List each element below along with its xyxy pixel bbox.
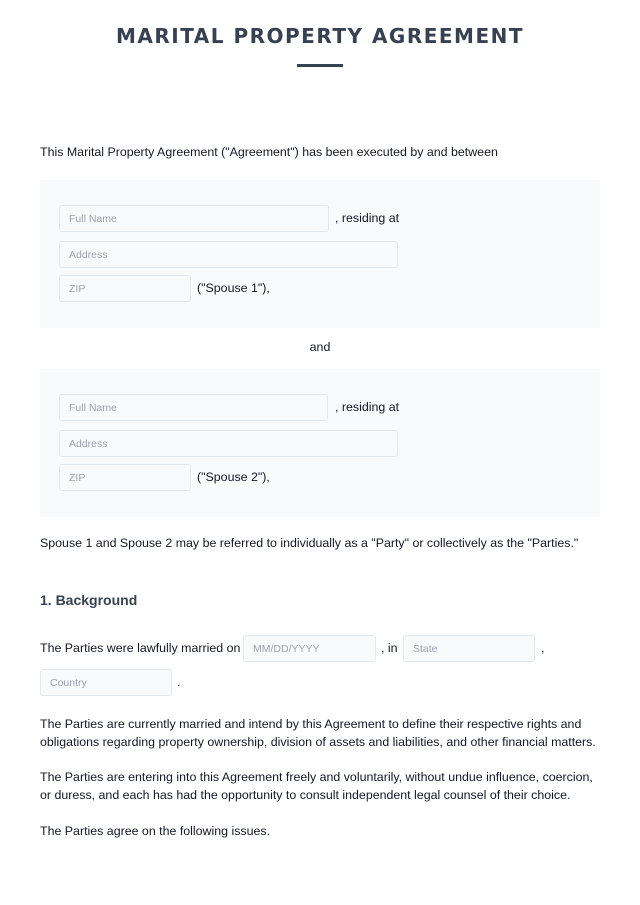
document-title: MARITAL PROPERTY AGREEMENT: [115, 24, 525, 48]
spouse1-full-name-input[interactable]: [59, 205, 329, 232]
spouse2-full-name-input[interactable]: [59, 394, 328, 421]
para1-line2: obligations regarding property ownership, division of assets and liabilities, and other financial matters.: [40, 735, 596, 749]
marriage-date-input[interactable]: [243, 635, 376, 662]
intro-text: This Marital Property Agreement ("Agreement") has been executed by and between: [40, 145, 498, 159]
period-text: .: [177, 675, 181, 689]
para3-text: The Parties agree on the following issues.: [40, 824, 271, 838]
marriage-state-input[interactable]: [403, 635, 535, 662]
spouse1-zip-input[interactable]: [59, 275, 191, 302]
background-heading: 1. Background: [40, 592, 138, 608]
para2-line2: or duress, and each has had the opportunity to consult independent legal counsel of their choice.: [40, 788, 571, 802]
spouse1-residing-text: , residing at: [335, 211, 400, 225]
marriage-country-input[interactable]: [40, 669, 172, 696]
spouse1-address-input[interactable]: [59, 241, 398, 268]
spouse2-address-input[interactable]: [59, 430, 398, 457]
spouse1-label: ("Spouse 1"),: [197, 281, 270, 295]
comma-text: ,: [541, 641, 545, 655]
title-divider: [297, 64, 343, 67]
married-text: The Parties were lawfully married on: [40, 641, 241, 655]
para1-line1: The Parties are currently married and intend by this Agreement to define their respective rights and: [40, 717, 582, 731]
in-text: , in: [381, 641, 398, 655]
spouse2-zip-input[interactable]: [59, 464, 191, 491]
and-text: and: [309, 340, 331, 354]
spouse2-residing-text: , residing at: [335, 400, 400, 414]
parties-text: Spouse 1 and Spouse 2 may be referred to individually as a "Party" or collectively as the "Parties.": [40, 536, 579, 550]
spouse2-label: ("Spouse 2"),: [197, 470, 270, 484]
para2-line1: The Parties are entering into this Agreement freely and voluntarily, without undue influence, coercion,: [40, 770, 593, 784]
